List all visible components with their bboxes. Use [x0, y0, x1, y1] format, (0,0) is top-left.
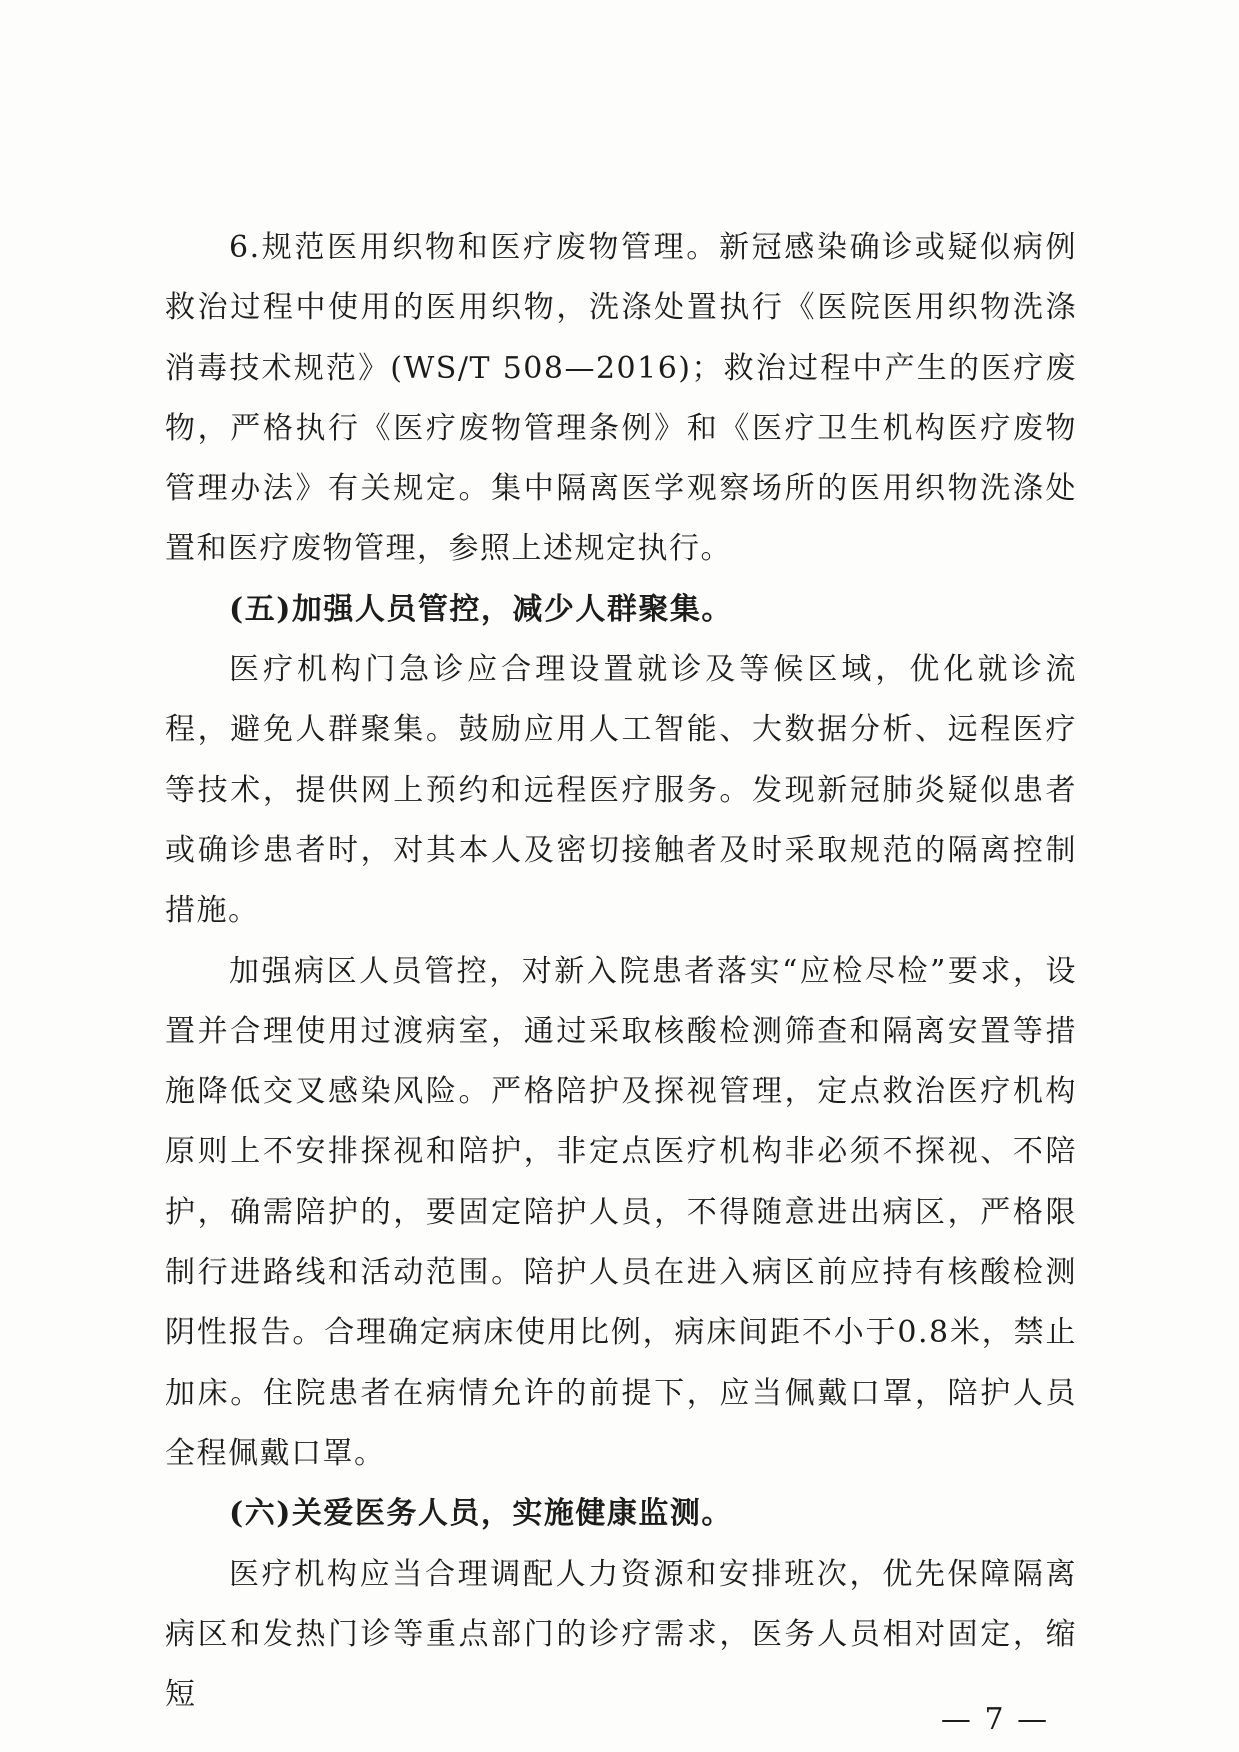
- document-body: [165, 218, 1077, 1725]
- section-heading-5: (五)加强人员管控，减少人群聚集。: [229, 591, 733, 627]
- page-number: — 7 —: [940, 1702, 1050, 1737]
- section-heading-6: (六)关爱医务人员，实施健康监测。: [229, 1496, 733, 1532]
- paragraph-outpatient: 医疗机构门急诊应合理设置就诊及等候区域，优化就诊流程，避免人群聚集。鼓励应用人工智能、大数据分析、远程医疗等技术，提供网上预约和远程医疗服务。发现新冠肺炎疑似患者或确诊患者时，对其本人及密切接触者及时采取规范的隔离控制措施。: [165, 652, 1077, 929]
- paragraph-medical-waste: 6.规范医用织物和医疗废物管理。新冠感染确诊或疑似病例救治过程中使用的医用织物，洗涤处置执行《医院医用织物洗涤消毒技术规范》(WS/T 508—2016)；救治过程中产生的医疗废物，严格执行《医疗废物管理条例》和《医疗卫生机构医疗废物管理办法》有关规定。集中隔离医学观察场所的医用织物洗涤处置和医疗废物管理，参照上述规定执行。: [165, 230, 1077, 567]
- paragraph-ward-control: 加强病区人员管控，对新入院患者落实“应检尽检”要求，设置并合理使用过渡病室，通过采取核酸检测筛查和隔离安置等措施降低交叉感染风险。严格陪护及探视管理，定点救治医疗机构原则上不安排探视和陪护，非定点医疗机构非必须不探视、不陪护，确需陪护的，要固定陪护人员，不得随意进出病区，严格限制行进路线和活动范围。陪护人员在进入病区前应持有核酸检测阴性报告。合理确定病床使用比例，病床间距不小于0.8米，禁止加床。住院患者在病情允许的前提下，应当佩戴口罩，陪护人员全程佩戴口罩。: [165, 953, 1077, 1471]
- paragraph-staff-care: 医疗机构应当合理调配人力资源和安排班次，优先保障隔离病区和发热门诊等重点部门的诊疗需求，医务人员相对固定，缩短: [165, 1556, 1077, 1713]
